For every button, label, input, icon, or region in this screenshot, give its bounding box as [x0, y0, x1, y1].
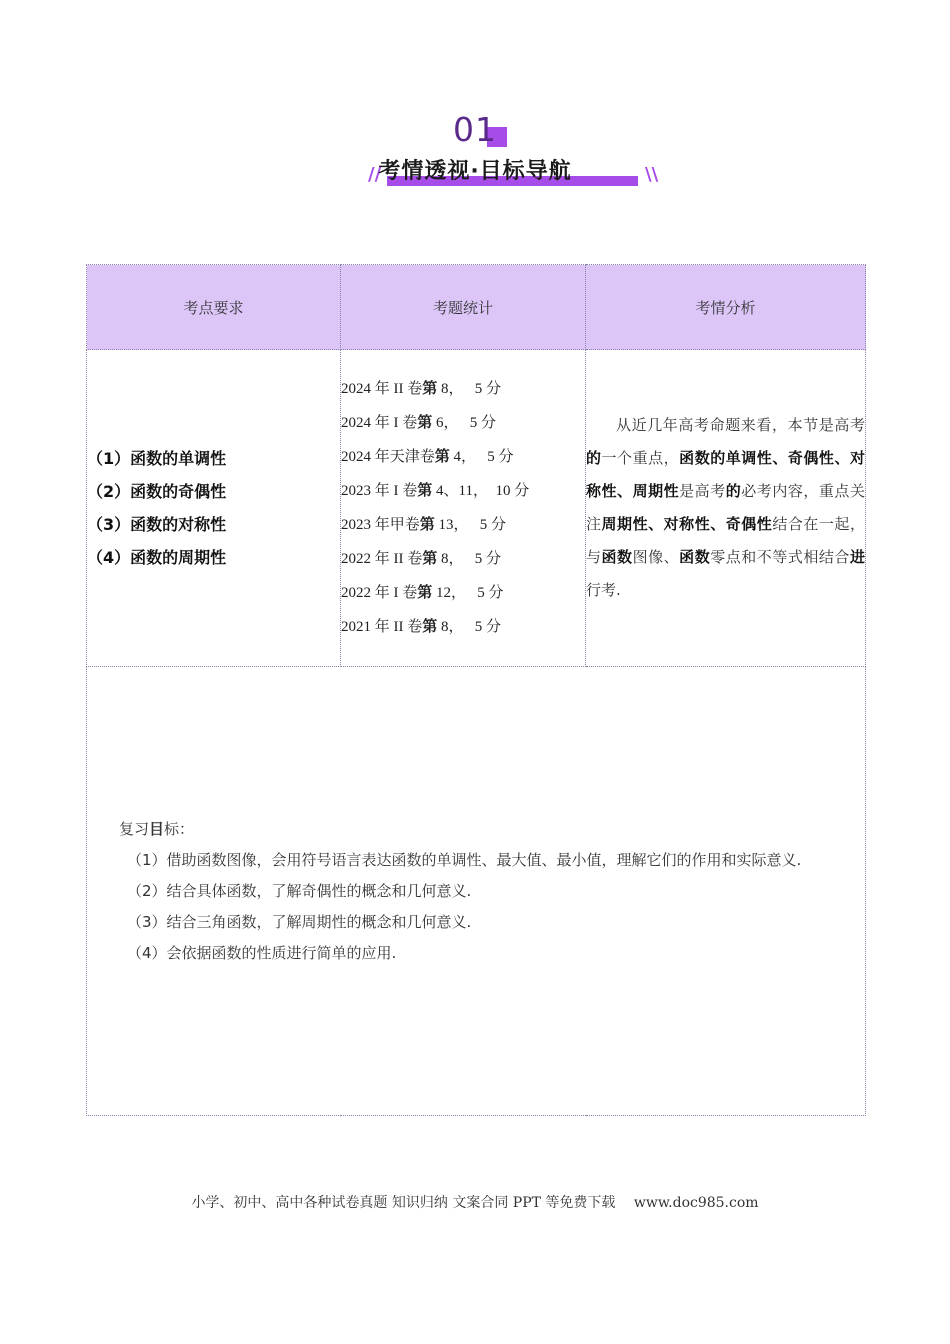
analysis-emphasis: 的 [586, 449, 602, 467]
section-header [0, 110, 950, 200]
list-item: （2）函数的奇偶性 [87, 482, 227, 501]
analysis-emphasis: 进 [849, 548, 865, 566]
list-item [341, 474, 585, 508]
stat-prefix: 第 [422, 617, 438, 635]
stat-detail: 8， 5 分 [437, 381, 502, 397]
stat-exam: 2024 年天津卷 [341, 449, 435, 465]
analysis-emphasis: 函数的单调性、奇偶性、对称性、周期性 [586, 449, 865, 500]
list-item [341, 372, 585, 406]
goals-title-text: 标： [164, 819, 195, 838]
stat-exam: 2022 年 I 卷 [341, 585, 418, 601]
table-header-row [87, 265, 866, 350]
analysis-text: 结合在一起，与 [586, 515, 865, 566]
list-item [341, 440, 585, 474]
stat-prefix: 第 [417, 583, 433, 601]
exam-overview-table [86, 264, 866, 1116]
stat-detail: 8， 5 分 [437, 551, 502, 567]
goals-title [87, 814, 865, 845]
header-cell-analysis: 考情分析 [586, 265, 866, 350]
list-item [341, 508, 585, 542]
analysis-emphasis: 周期性、对称性、奇偶性 [601, 515, 773, 533]
stat-exam: 2022 年 II 卷 [341, 551, 423, 567]
stat-exam: 2024 年 I 卷 [341, 415, 418, 431]
stat-prefix: 第 [417, 481, 433, 499]
analysis-emphasis: 的 [725, 482, 742, 500]
stat-prefix: 第 [419, 515, 435, 533]
stat-detail: 8， 5 分 [437, 619, 502, 635]
review-goals-cell [87, 667, 866, 1116]
goals-row [87, 667, 866, 1116]
list-item: （3）函数的对称性 [87, 515, 227, 534]
list-item [341, 610, 585, 644]
section-title: 考情透视·目标导航 [378, 159, 572, 184]
list-item: （1）借助函数图像，会用符号语言表达函数的单调性、最大值、最小值，理解它们的作用和实际意义. [127, 850, 802, 869]
list-item [341, 406, 585, 440]
table-body-row [87, 350, 866, 667]
stat-exam: 2024 年 II 卷 [341, 381, 423, 397]
page-footer: 小学、初中、高中各种试卷真题 知识归纳 文案合同 PPT 等免费下载 www.doc985.com [191, 1195, 759, 1211]
section-number: 01 [453, 110, 497, 149]
analysis-text: 行考. [586, 581, 621, 599]
list-item [341, 542, 585, 576]
analysis-emphasis: 函数 [601, 548, 633, 566]
analysis-text: 是高考 [679, 482, 726, 500]
stat-detail: 4， 5 分 [449, 449, 514, 465]
list-item: （4）会依据函数的性质进行简单的应用. [127, 943, 397, 962]
goals-title-emphasis: 目 [149, 819, 165, 838]
analysis-emphasis: 函数 [679, 548, 711, 566]
stat-prefix: 第 [422, 379, 438, 397]
analysis-text: 一个重点， [601, 449, 680, 467]
stat-prefix: 第 [422, 549, 438, 567]
analysis-text: 从近几年高考命题来看，本节是高考 [616, 416, 865, 434]
stat-exam: 2021 年 II 卷 [341, 619, 423, 635]
header-cell-statistics: 考题统计 [341, 265, 586, 350]
stat-exam: 2023 年甲卷 [341, 517, 420, 533]
stat-exam: 2023 年 I 卷 [341, 483, 418, 499]
header-cell-requirements: 考点要求 [87, 265, 341, 350]
title-deco-right: \\ [645, 164, 659, 185]
analysis-text: 必考内容，重点关注 [586, 482, 865, 533]
list-item: （3）结合三角函数，了解周期性的概念和几何意义. [127, 912, 472, 931]
analysis-paragraph [586, 409, 865, 607]
analysis-cell [586, 350, 866, 667]
goals-title-text: 复习 [119, 819, 150, 838]
stat-detail: 4、11， 10 分 [432, 483, 530, 499]
stat-detail: 6， 5 分 [432, 415, 497, 431]
stat-detail: 12， 5 分 [432, 585, 504, 601]
list-item: （2）结合具体函数，了解奇偶性的概念和几何意义. [127, 881, 472, 900]
analysis-text: 零点和不等式相结合 [710, 548, 850, 566]
list-item [341, 576, 585, 610]
stat-prefix: 第 [417, 413, 433, 431]
analysis-text: 图像、 [632, 548, 680, 566]
title-deco-left: // [368, 164, 382, 185]
list-item: （4）函数的周期性 [87, 548, 227, 567]
stat-prefix: 第 [434, 447, 450, 465]
requirements-cell [87, 350, 341, 667]
stat-detail: 13， 5 分 [434, 517, 507, 533]
statistics-cell [341, 350, 586, 667]
list-item: （1）函数的单调性 [87, 449, 227, 468]
